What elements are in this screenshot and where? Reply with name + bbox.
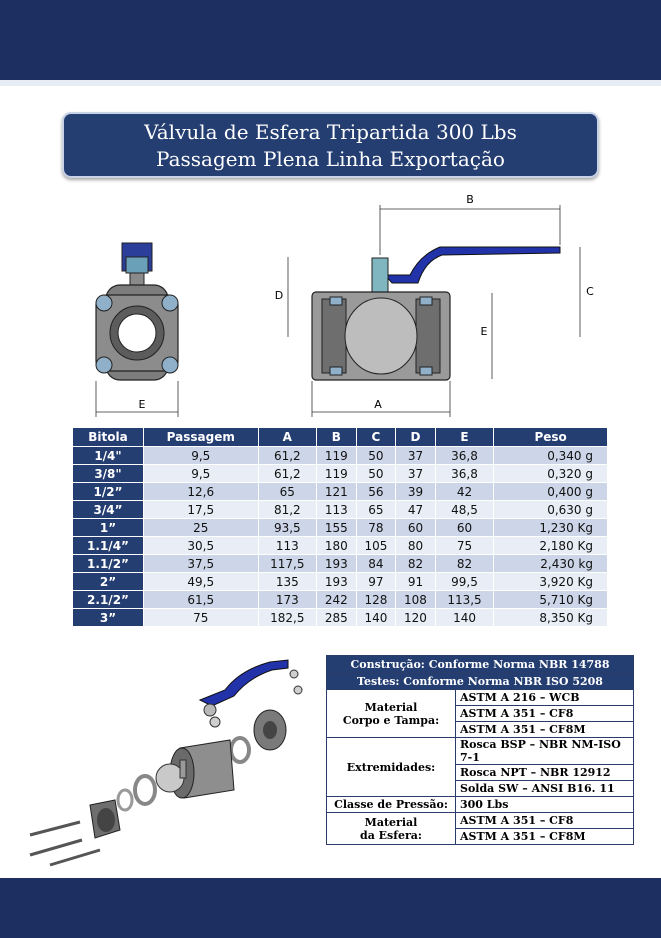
- corpo-value: ASTM A 351 – CF8M: [456, 722, 634, 738]
- cell: 48,5: [435, 501, 494, 519]
- table-row: [73, 537, 608, 555]
- cell-bitola: 3/4”: [73, 501, 144, 519]
- page-title: [62, 112, 599, 178]
- materials-row: [327, 797, 634, 813]
- cell-bitola: 3/8": [73, 465, 144, 483]
- esfera-value: ASTM A 351 – CF8M: [456, 829, 634, 845]
- cell: 42: [435, 483, 494, 501]
- cell: 120: [396, 609, 436, 627]
- dim-label-c: C: [586, 285, 594, 298]
- cell-peso: 0,340 g: [494, 447, 608, 465]
- testes-label: Testes: Conforme Norma NBR ISO 5208: [327, 673, 634, 690]
- cell-peso: 1,230 Kg: [494, 519, 608, 537]
- cell-bitola: 1/2”: [73, 483, 144, 501]
- cell: 119: [317, 465, 357, 483]
- cell: 61,2: [258, 447, 317, 465]
- cell: 193: [317, 555, 357, 573]
- cell: 50: [356, 447, 396, 465]
- bottom-banner: [0, 878, 661, 938]
- cell: 119: [317, 447, 357, 465]
- exploded-view-image: [20, 650, 320, 875]
- front-view: [96, 243, 178, 417]
- col-a: A: [258, 428, 317, 447]
- table-row: [73, 501, 608, 519]
- cell-peso: 0,400 g: [494, 483, 608, 501]
- cell: 25: [144, 519, 259, 537]
- cell: 75: [435, 537, 494, 555]
- materials-row: [327, 738, 634, 765]
- corpo-value: ASTM A 351 – CF8: [456, 706, 634, 722]
- cell: 75: [144, 609, 259, 627]
- col-e: E: [435, 428, 494, 447]
- cell-bitola: 2”: [73, 573, 144, 591]
- cell: 60: [396, 519, 436, 537]
- cell: 91: [396, 573, 436, 591]
- table-row: [73, 465, 608, 483]
- dim-label-d: D: [274, 289, 284, 302]
- cell: 113: [258, 537, 317, 555]
- cell-bitola: 1/4": [73, 447, 144, 465]
- cell-peso: 8,350 Kg: [494, 609, 608, 627]
- cell: 37: [396, 465, 436, 483]
- cell: 140: [435, 609, 494, 627]
- extremidades-value: Solda SW – ANSI B16. 11: [456, 781, 634, 797]
- table-row: [73, 591, 608, 609]
- cell: 93,5: [258, 519, 317, 537]
- cell: 39: [396, 483, 436, 501]
- cell-bitola: 1”: [73, 519, 144, 537]
- cell: 182,5: [258, 609, 317, 627]
- extremidades-value: Rosca NPT – NBR 12912: [456, 765, 634, 781]
- cell-bitola: 3”: [73, 609, 144, 627]
- cell: 60: [435, 519, 494, 537]
- cell-peso: 2,180 Kg: [494, 537, 608, 555]
- dimensions-table: [72, 427, 608, 627]
- cell: 113,5: [435, 591, 494, 609]
- materials-row: [327, 813, 634, 829]
- cell-peso: 2,430 kg: [494, 555, 608, 573]
- esfera-label-line-1: Material: [364, 815, 418, 829]
- cell: 50: [356, 465, 396, 483]
- cell: 81,2: [258, 501, 317, 519]
- top-banner: [0, 0, 661, 80]
- extremidades-value: Rosca BSP – NBR NM-ISO 7-1: [456, 738, 634, 765]
- cell: 61,2: [258, 465, 317, 483]
- table-row: [73, 609, 608, 627]
- cell: 108: [396, 591, 436, 609]
- cell: 173: [258, 591, 317, 609]
- cell: 30,5: [144, 537, 259, 555]
- cell: 84: [356, 555, 396, 573]
- corpo-label: [327, 690, 456, 738]
- construcao-label: Construção: Conforme Norma NBR 14788: [327, 656, 634, 673]
- cell: 36,8: [435, 447, 494, 465]
- title-line-2: Passagem Plena Linha Exportação: [156, 147, 505, 171]
- corpo-value: ASTM A 216 – WCB: [456, 690, 634, 706]
- cell: 56: [356, 483, 396, 501]
- cell-peso: 0,320 g: [494, 465, 608, 483]
- pressao-value: 300 Lbs: [456, 797, 634, 813]
- cell: 37: [396, 447, 436, 465]
- cell: 117,5: [258, 555, 317, 573]
- cell-bitola: 2.1/2”: [73, 591, 144, 609]
- cell: 135: [258, 573, 317, 591]
- col-c: C: [356, 428, 396, 447]
- top-banner-stripe: [0, 80, 661, 86]
- side-view: [275, 193, 594, 417]
- cell: 113: [317, 501, 357, 519]
- col-peso: Peso: [494, 428, 608, 447]
- cell: 12,6: [144, 483, 259, 501]
- esfera-label: [327, 813, 456, 845]
- table-row: [73, 483, 608, 501]
- cell: 99,5: [435, 573, 494, 591]
- cell: 121: [317, 483, 357, 501]
- cell: 82: [396, 555, 436, 573]
- cell: 180: [317, 537, 357, 555]
- cell: 17,5: [144, 501, 259, 519]
- col-passagem: Passagem: [144, 428, 259, 447]
- col-d: D: [396, 428, 436, 447]
- col-bitola: Bitola: [73, 428, 144, 447]
- materials-header-construcao: [327, 656, 634, 673]
- cell: 128: [356, 591, 396, 609]
- corpo-label-line-2: Corpo e Tampa:: [342, 713, 440, 727]
- dim-label-e-front: E: [138, 398, 146, 411]
- cell: 242: [317, 591, 357, 609]
- cell: 105: [356, 537, 396, 555]
- cell-peso: 3,920 Kg: [494, 573, 608, 591]
- cell: 36,8: [435, 465, 494, 483]
- cell-peso: 5,710 Kg: [494, 591, 608, 609]
- table-row: [73, 447, 608, 465]
- cell: 78: [356, 519, 396, 537]
- dim-label-e-side: E: [480, 325, 488, 338]
- materials-row: [327, 690, 634, 706]
- cell: 37,5: [144, 555, 259, 573]
- cell: 82: [435, 555, 494, 573]
- cell: 9,5: [144, 447, 259, 465]
- dim-label-b: B: [466, 193, 474, 206]
- extremidades-label: Extremidades:: [327, 738, 456, 797]
- esfera-value: ASTM A 351 – CF8: [456, 813, 634, 829]
- cell: 140: [356, 609, 396, 627]
- cell: 61,5: [144, 591, 259, 609]
- dim-label-a: A: [374, 398, 382, 411]
- cell: 155: [317, 519, 357, 537]
- cell: 47: [396, 501, 436, 519]
- cell: 65: [258, 483, 317, 501]
- title-line-1: Válvula de Esfera Tripartida 300 Lbs: [144, 120, 517, 144]
- pressao-label: Classe de Pressão:: [327, 797, 456, 813]
- cell-bitola: 1.1/2”: [73, 555, 144, 573]
- table-row: [73, 519, 608, 537]
- cell: 9,5: [144, 465, 259, 483]
- materials-header-testes: [327, 673, 634, 690]
- col-b: B: [317, 428, 357, 447]
- table-header-row: [73, 428, 608, 447]
- cell-bitola: 1.1/4”: [73, 537, 144, 555]
- table-row: [73, 555, 608, 573]
- technical-drawing: [0, 185, 661, 425]
- esfera-label-line-2: da Esfera:: [360, 828, 422, 842]
- cell: 97: [356, 573, 396, 591]
- cell: 49,5: [144, 573, 259, 591]
- cell: 65: [356, 501, 396, 519]
- table-row: [73, 573, 608, 591]
- cell: 285: [317, 609, 357, 627]
- cell: 193: [317, 573, 357, 591]
- materials-table: [326, 655, 634, 845]
- corpo-label-line-1: Material: [364, 700, 418, 714]
- cell-peso: 0,630 g: [494, 501, 608, 519]
- cell: 80: [396, 537, 436, 555]
